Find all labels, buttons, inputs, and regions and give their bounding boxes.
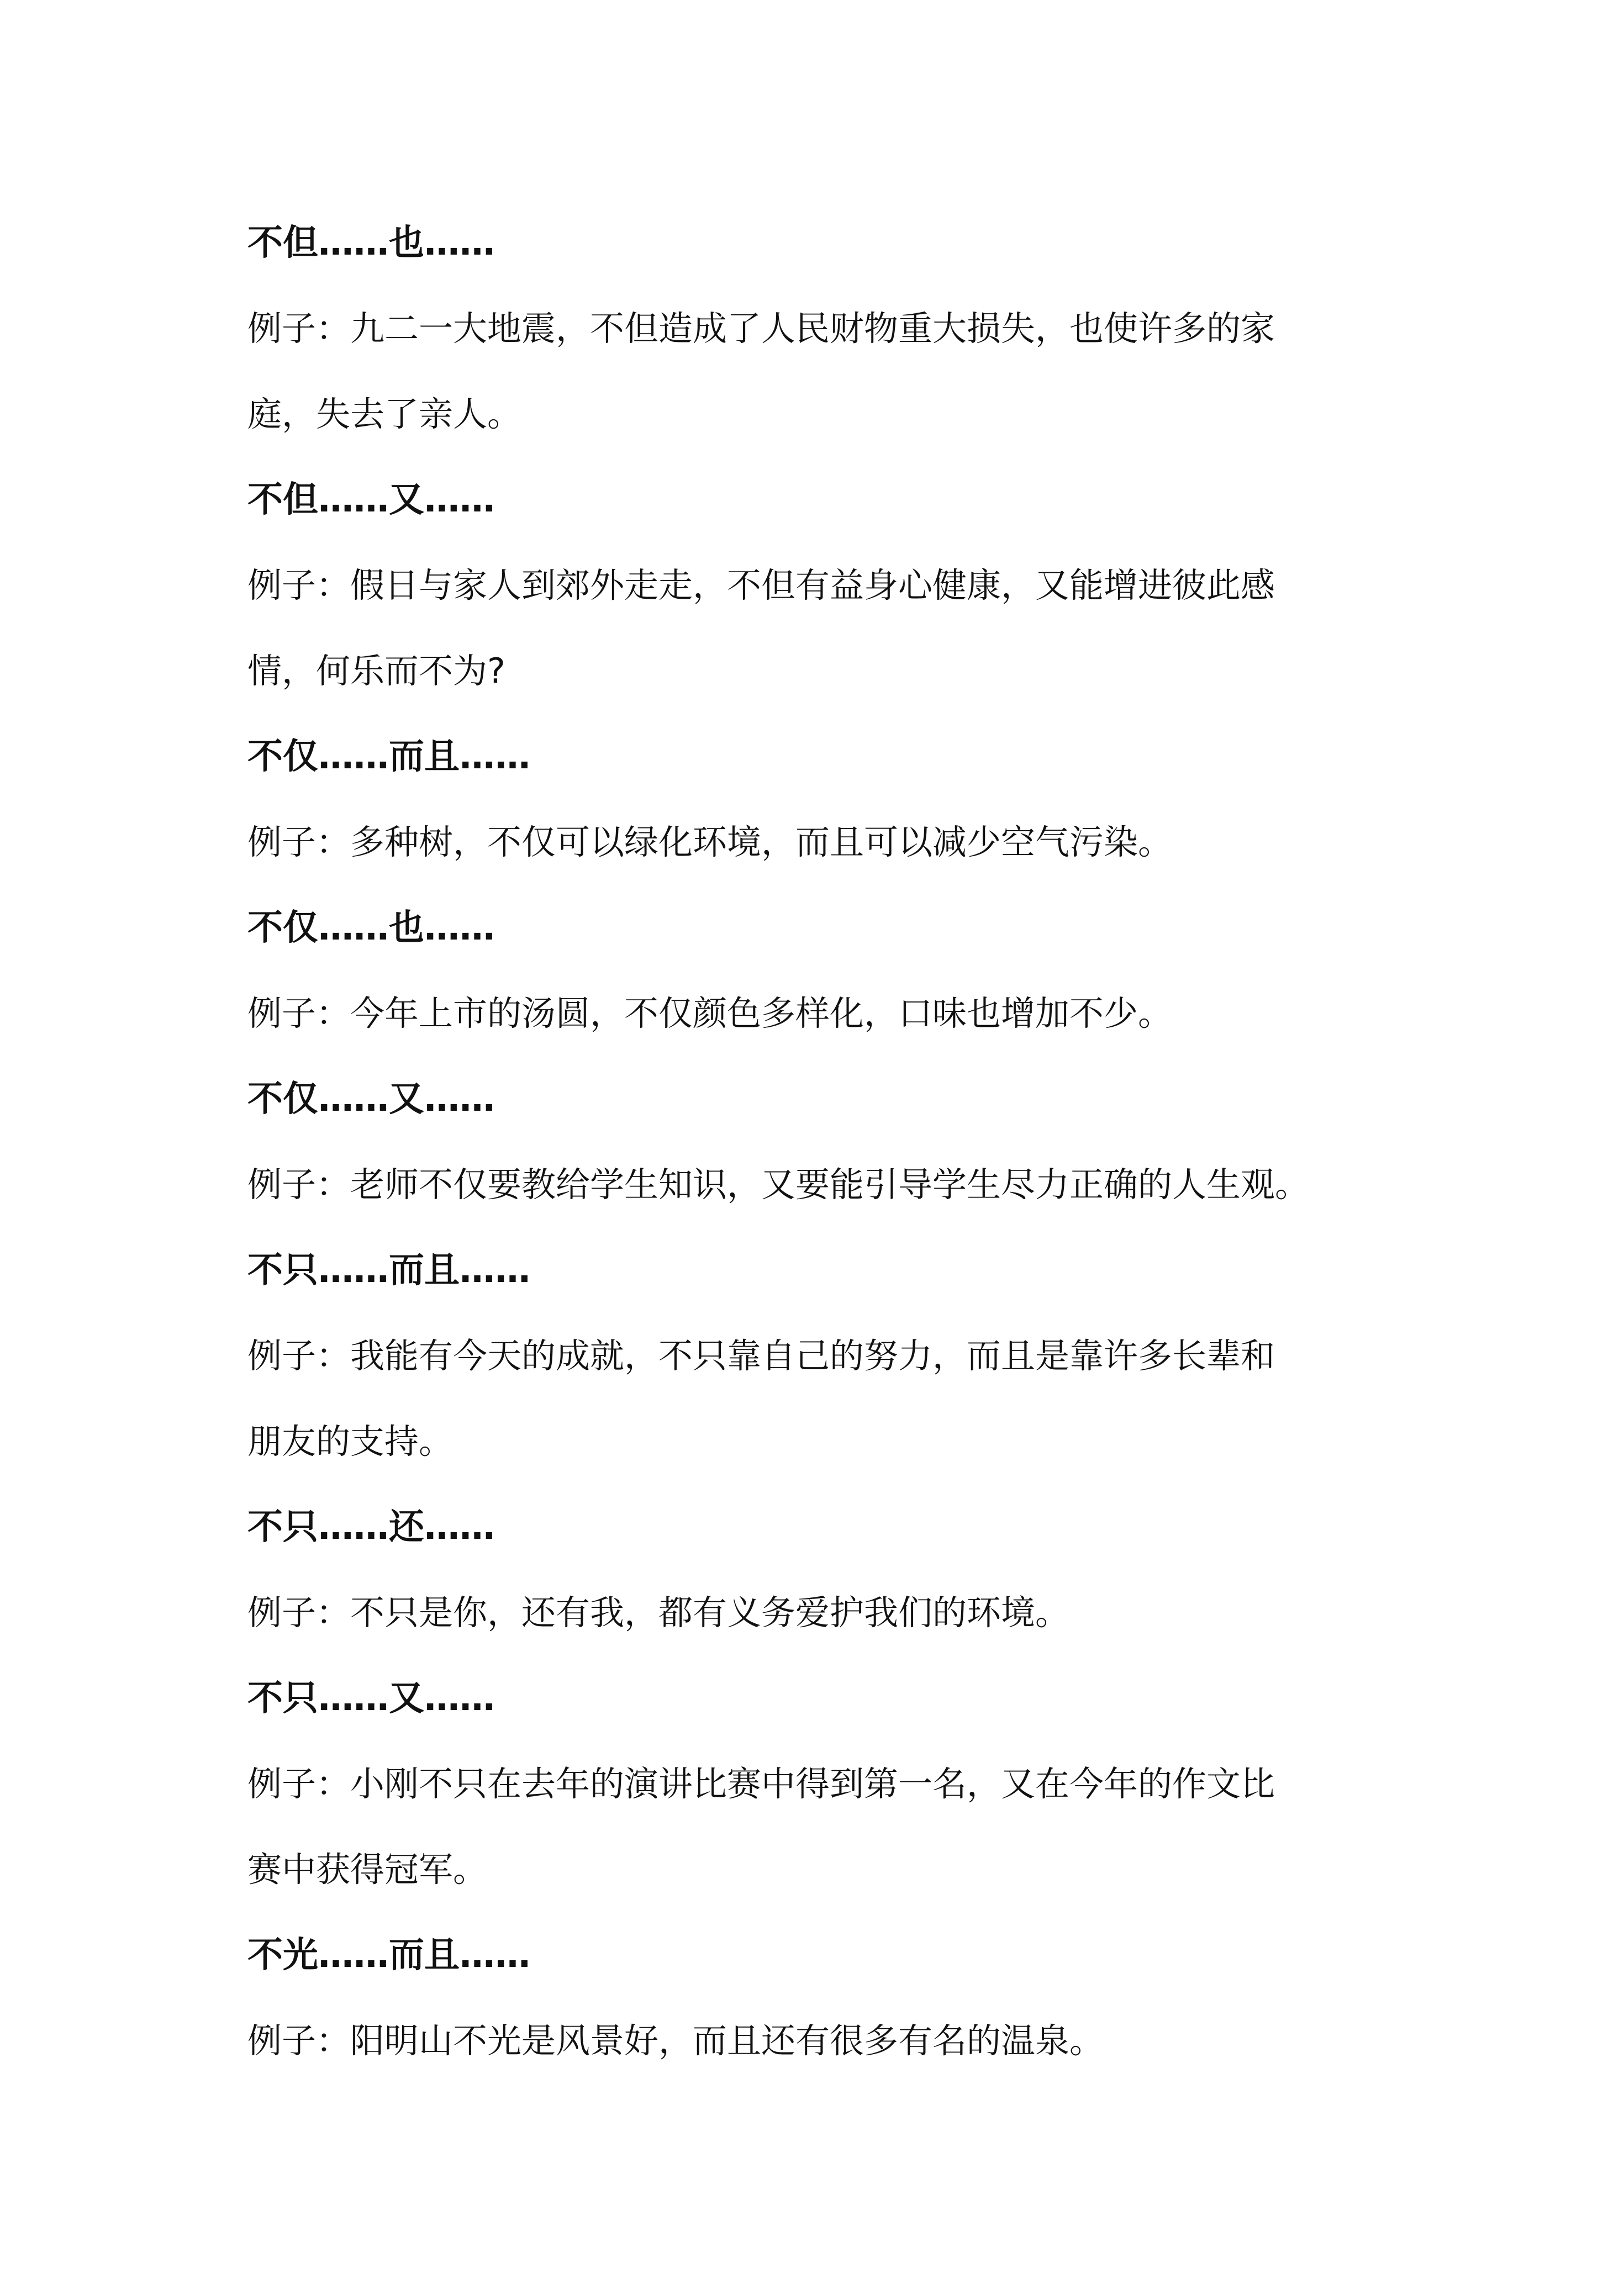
example-sentence: 例子：老师不仅要教给学生知识，又要能引导学生尽力正确的人生观。 — [247, 1164, 1310, 1205]
example-sentence-continuation: 朋友的支持。 — [247, 1421, 454, 1461]
example-sentence-continuation: 赛中获得冠军。 — [247, 1849, 488, 1890]
document-body — [247, 220, 1396, 2103]
example-sentence: 例子：多种树，不仅可以绿化环境，而且可以减少空气污染。 — [247, 822, 1173, 862]
pattern-heading: 不只……还…… — [247, 1507, 495, 1548]
pattern-heading: 不只……而且…… — [247, 1250, 530, 1291]
pattern-heading: 不仅……而且…… — [247, 736, 530, 777]
pattern-heading: 不但……又…… — [247, 479, 495, 520]
example-sentence: 例子：不只是你，还有我，都有义务爱护我们的环境。 — [247, 1592, 1070, 1633]
example-sentence: 例子：九二一大地震，不但造成了人民财物重大损失，也使许多的家 — [247, 308, 1275, 349]
example-sentence: 例子：我能有今天的成就，不只靠自己的努力，而且是靠许多长辈和 — [247, 1336, 1275, 1376]
pattern-heading: 不只……又…… — [247, 1678, 495, 1719]
example-sentence-continuation: 庭，失去了亲人。 — [247, 394, 522, 434]
example-sentence-continuation: 情，何乐而不为? — [247, 651, 505, 691]
pattern-heading: 不仅……也…… — [247, 907, 495, 948]
example-sentence: 例子：小刚不只在去年的演讲比赛中得到第一名，又在今年的作文比 — [247, 1764, 1275, 1804]
example-sentence: 例子：今年上市的汤圆，不仅颜色多样化，口味也增加不少。 — [247, 993, 1173, 1033]
example-sentence: 例子：假日与家人到郊外走走，不但有益身心健康，又能增进彼此感 — [247, 565, 1275, 605]
pattern-heading: 不仅……又…… — [247, 1079, 495, 1120]
example-sentence: 例子：阳明山不光是风景好，而且还有很多有名的温泉。 — [247, 2020, 1104, 2061]
pattern-heading: 不光……而且…… — [247, 1935, 530, 1976]
pattern-heading: 不但……也…… — [247, 223, 495, 263]
